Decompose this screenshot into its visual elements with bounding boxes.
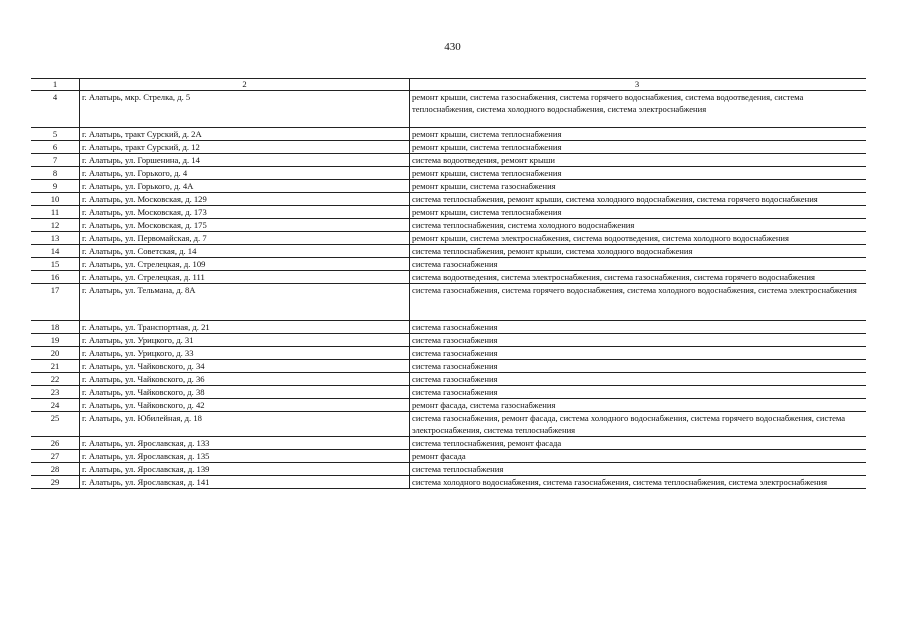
row-works-cell: система газоснабжения: [410, 334, 867, 347]
row-address-cell: г. Алатырь, ул. Ярославская, д. 139: [80, 463, 410, 476]
table-row: [31, 450, 866, 463]
table-row: [31, 206, 866, 219]
row-works-cell: система газоснабжения: [410, 347, 867, 360]
row-number-cell: 17: [31, 284, 80, 321]
row-address-cell: г. Алатырь, ул. Советская, д. 14: [80, 245, 410, 258]
row-works-cell: система теплоснабжения, система холодного водоснабжения: [410, 219, 867, 232]
works-table-body: [31, 79, 866, 489]
table-row: [31, 180, 866, 193]
row-number-cell: 23: [31, 386, 80, 399]
row-address-cell: г. Алатырь, ул. Московская, д. 175: [80, 219, 410, 232]
row-address-cell: г. Алатырь, ул. Горького, д. 4: [80, 167, 410, 180]
row-works-cell: система холодного водоснабжения, система газоснабжения, система теплоснабжения, система электроснабжения: [410, 476, 867, 489]
table-row: [31, 321, 866, 334]
row-address-cell: г. Алатырь, ул. Ярославская, д. 141: [80, 476, 410, 489]
row-works-cell: система теплоснабжения, ремонт фасада: [410, 437, 867, 450]
row-number-cell: 25: [31, 412, 80, 437]
row-address-cell: г. Алатырь, тракт Сурский, д. 2А: [80, 128, 410, 141]
row-works-cell: система газоснабжения, система горячего водоснабжения, система холодного водоснабжения, система электроснабжения: [410, 284, 867, 321]
table-row: [31, 412, 866, 437]
row-number-cell: 11: [31, 206, 80, 219]
row-works-cell: ремонт крыши, система теплоснабжения: [410, 128, 867, 141]
row-address-cell: г. Алатырь, тракт Сурский, д. 12: [80, 141, 410, 154]
table-row: [31, 245, 866, 258]
row-number-cell: 10: [31, 193, 80, 206]
table-row: [31, 167, 866, 180]
row-number-cell: 14: [31, 245, 80, 258]
row-number-cell: 28: [31, 463, 80, 476]
row-works-cell: система газоснабжения: [410, 360, 867, 373]
table-row: [31, 91, 866, 128]
row-works-cell: система водоотведения, ремонт крыши: [410, 154, 867, 167]
row-works-cell: ремонт крыши, система теплоснабжения: [410, 167, 867, 180]
row-address-cell: г. Алатырь, ул. Московская, д. 173: [80, 206, 410, 219]
table-row: [31, 154, 866, 167]
row-number-cell: 15: [31, 258, 80, 271]
row-number-cell: 12: [31, 219, 80, 232]
table-row: [31, 258, 866, 271]
row-works-cell: ремонт крыши, система электроснабжения, система водоотведения, система холодного водоснабжения: [410, 232, 867, 245]
row-works-cell: ремонт крыши, система теплоснабжения: [410, 141, 867, 154]
table-row: [31, 386, 866, 399]
column-header-works: 3: [410, 79, 867, 91]
table-row: [31, 399, 866, 412]
table-row: [31, 347, 866, 360]
works-table: [31, 78, 866, 489]
row-number-cell: 4: [31, 91, 80, 128]
row-address-cell: г. Алатырь, ул. Транспортная, д. 21: [80, 321, 410, 334]
row-address-cell: г. Алатырь, ул. Горшенина, д. 14: [80, 154, 410, 167]
row-number-cell: 21: [31, 360, 80, 373]
row-address-cell: г. Алатырь, ул. Стрелецкая, д. 109: [80, 258, 410, 271]
row-number-cell: 7: [31, 154, 80, 167]
table-header-row: [31, 79, 866, 91]
row-address-cell: г. Алатырь, ул. Тельмана, д. 8А: [80, 284, 410, 321]
row-works-cell: система газоснабжения: [410, 321, 867, 334]
row-number-cell: 9: [31, 180, 80, 193]
row-address-cell: г. Алатырь, ул. Урицкого, д. 33: [80, 347, 410, 360]
row-works-cell: система теплоснабжения, ремонт крыши, система холодного водоснабжения, система горячего водоснабжения: [410, 193, 867, 206]
row-number-cell: 24: [31, 399, 80, 412]
row-works-cell: система газоснабжения: [410, 386, 867, 399]
row-works-cell: ремонт крыши, система теплоснабжения: [410, 206, 867, 219]
row-number-cell: 20: [31, 347, 80, 360]
row-works-cell: система газоснабжения, ремонт фасада, система холодного водоснабжения, система горячего водоснабжения, система электроснабжения, система теплоснабжения: [410, 412, 867, 437]
row-number-cell: 16: [31, 271, 80, 284]
row-works-cell: ремонт фасада: [410, 450, 867, 463]
table-row: [31, 463, 866, 476]
row-address-cell: г. Алатырь, ул. Ярославская, д. 135: [80, 450, 410, 463]
table-row: [31, 437, 866, 450]
row-address-cell: г. Алатырь, ул. Чайковского, д. 42: [80, 399, 410, 412]
table-row: [31, 219, 866, 232]
row-number-cell: 27: [31, 450, 80, 463]
row-address-cell: г. Алатырь, ул. Чайковского, д. 38: [80, 386, 410, 399]
row-number-cell: 22: [31, 373, 80, 386]
table-row: [31, 193, 866, 206]
row-number-cell: 6: [31, 141, 80, 154]
row-address-cell: г. Алатырь, мкр. Стрелка, д. 5: [80, 91, 410, 128]
row-number-cell: 18: [31, 321, 80, 334]
row-number-cell: 19: [31, 334, 80, 347]
row-works-cell: система теплоснабжения: [410, 463, 867, 476]
row-address-cell: г. Алатырь, ул. Московская, д. 129: [80, 193, 410, 206]
row-address-cell: г. Алатырь, ул. Стрелецкая, д. 111: [80, 271, 410, 284]
row-number-cell: 26: [31, 437, 80, 450]
row-address-cell: г. Алатырь, ул. Горького, д. 4А: [80, 180, 410, 193]
table-row: [31, 476, 866, 489]
table-row: [31, 232, 866, 245]
table-row: [31, 373, 866, 386]
row-address-cell: г. Алатырь, ул. Ярославская, д. 133: [80, 437, 410, 450]
row-works-cell: ремонт крыши, система газоснабжения, система горячего водоснабжения, система водоотведения, система теплоснабжения, система холодного водоснабжения, система электроснабжения: [410, 91, 867, 128]
row-number-cell: 8: [31, 167, 80, 180]
row-works-cell: ремонт фасада, система газоснабжения: [410, 399, 867, 412]
table-row: [31, 141, 866, 154]
row-number-cell: 13: [31, 232, 80, 245]
row-works-cell: система теплоснабжения, ремонт крыши, система холодного водоснабжения: [410, 245, 867, 258]
row-works-cell: система водоотведения, система электроснабжения, система газоснабжения, система горячего водоснабжения: [410, 271, 867, 284]
row-address-cell: г. Алатырь, ул. Урицкого, д. 31: [80, 334, 410, 347]
table-row: [31, 271, 866, 284]
table-row: [31, 360, 866, 373]
row-works-cell: система газоснабжения: [410, 373, 867, 386]
table-row: [31, 284, 866, 321]
page-number: 430: [444, 41, 461, 53]
row-works-cell: система газоснабжения: [410, 258, 867, 271]
row-address-cell: г. Алатырь, ул. Чайковского, д. 34: [80, 360, 410, 373]
table-row: [31, 128, 866, 141]
row-address-cell: г. Алатырь, ул. Юбилейная, д. 18: [80, 412, 410, 437]
row-number-cell: 5: [31, 128, 80, 141]
row-address-cell: г. Алатырь, ул. Чайковского, д. 36: [80, 373, 410, 386]
row-address-cell: г. Алатырь, ул. Первомайская, д. 7: [80, 232, 410, 245]
row-number-cell: 29: [31, 476, 80, 489]
row-works-cell: ремонт крыши, система газоснабжения: [410, 180, 867, 193]
table-row: [31, 334, 866, 347]
column-header-address: 2: [80, 79, 410, 91]
column-header-number: 1: [31, 79, 80, 91]
